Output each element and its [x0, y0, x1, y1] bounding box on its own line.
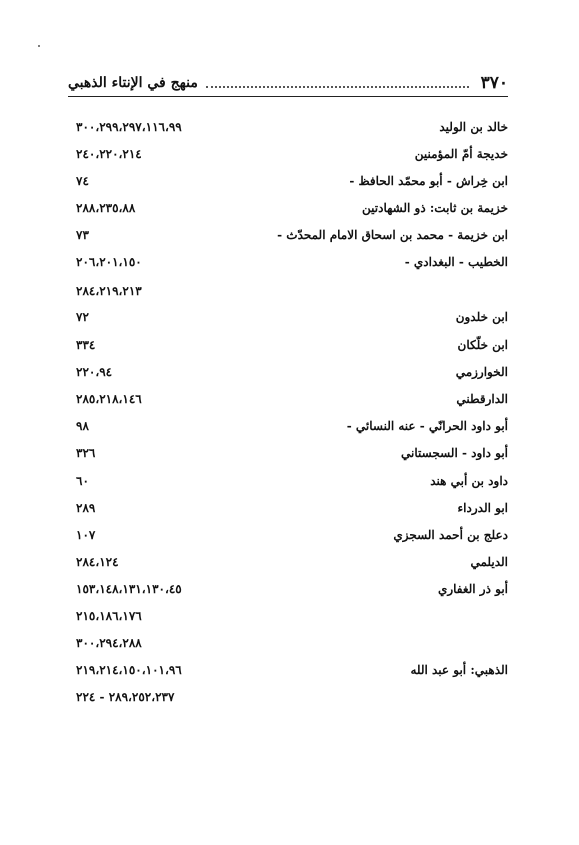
entry-name: خزيمة بن ثابت: ذو الشهادتين — [362, 201, 508, 215]
entry-pages: ٢٨٤،٢١٩،٢١٣ — [76, 284, 142, 298]
index-entry — [68, 116, 508, 138]
entry-pages: ٣٢٦ — [76, 446, 96, 460]
index-entry — [68, 578, 508, 600]
entry-name: ابو الدرداء — [457, 501, 508, 515]
index-entry — [68, 470, 508, 492]
entry-pages: ١٥٣،١٤٨،١٣١،١٣٠،٤٥ — [76, 582, 182, 596]
index-entry — [68, 632, 508, 654]
index-entry — [68, 224, 508, 246]
entry-name: أبو داود الحرانّي - عنه النسائي - — [346, 419, 508, 433]
entry-pages: ١٠٧ — [76, 528, 96, 542]
index-entry — [68, 524, 508, 546]
running-title: منهج في الإنتاء الذهبي — [68, 75, 198, 91]
entry-name: ابن خلدون — [455, 310, 508, 324]
entry-name: أبو داود - السجستاني — [401, 446, 508, 460]
index-entry — [68, 361, 508, 383]
entry-pages: ٣٠٠،٢٩٤،٢٨٨ — [76, 636, 142, 650]
index-entry — [68, 251, 508, 273]
index-entry — [68, 197, 508, 219]
entry-name: الديلمي — [470, 555, 508, 569]
index-entry — [68, 306, 508, 328]
entry-pages: ٢١٥،١٨٦،١٧٦ — [76, 609, 142, 623]
entry-name: ابن خِراش - أبو محمّد الحافظ - — [349, 174, 508, 188]
entry-name: خديجة أمّ المؤمنين — [414, 147, 508, 161]
entry-name: أبو ذر الغفاري — [437, 582, 508, 596]
index-entry — [68, 280, 508, 302]
page-header — [68, 70, 508, 97]
entry-pages: ٣٣٤ — [76, 338, 96, 352]
entry-pages: ٢١٩،٢١٤،١٥٠،١٠١،٩٦ — [76, 663, 182, 677]
index-entry — [68, 686, 508, 708]
index-entry — [68, 388, 508, 410]
index-entry — [68, 415, 508, 437]
index-entry — [68, 497, 508, 519]
entry-name: ابن خلّكان — [457, 338, 508, 352]
entry-name: ابن خزيمة - محمد بن اسحاق الامام المحدّث - — [277, 228, 508, 242]
entry-pages: ٢٨٤،١٢٤ — [76, 555, 119, 569]
entry-pages: ٢٢٠،٩٤ — [76, 365, 113, 379]
entry-pages: ٢٨٩،٢٥٢،٢٣٧ - ٢٢٤ — [76, 690, 175, 704]
entry-name: داود بن أبي هند — [430, 474, 508, 488]
entry-name: الذهبي: أبو عبد الله — [410, 663, 508, 677]
entry-pages: ٢٨٩ — [76, 501, 96, 515]
entry-pages: ٢٠٦،٢٠١،١٥٠ — [76, 255, 142, 269]
entry-pages: ٦٠ — [76, 474, 89, 488]
entry-pages: ٧٣ — [76, 228, 89, 242]
entry-name: دعلج بن أحمد السجزي — [393, 528, 508, 542]
entry-pages: ٣٠٠،٢٩٩،٢٩٧،١١٦،٩٩ — [76, 120, 182, 134]
entry-pages: ٢٨٥،٢١٨،١٤٦ — [76, 392, 142, 406]
index-entry — [68, 605, 508, 627]
entry-pages: ٧٤ — [76, 174, 89, 188]
page-number: ٣٧٠ — [480, 73, 508, 93]
page-speck — [38, 45, 40, 47]
entry-name: الدارقطني — [456, 392, 508, 406]
entry-name: الخطيب - البغدادي - — [404, 255, 508, 269]
entry-pages: ٢٤٠،٢٢٠،٢١٤ — [76, 147, 142, 161]
index-entry — [68, 334, 508, 356]
entry-name: الخوارزمي — [455, 365, 508, 379]
index-entry — [68, 170, 508, 192]
index-entry — [68, 551, 508, 573]
entry-pages: ٩٨ — [76, 419, 89, 433]
entry-pages: ٢٨٨،٢٣٥،٨٨ — [76, 201, 136, 215]
header-dot-leader — [206, 86, 469, 88]
entry-name: خالد بن الوليد — [439, 120, 508, 134]
index-entry — [68, 442, 508, 464]
index-entry — [68, 659, 508, 681]
index-entry — [68, 143, 508, 165]
entry-pages: ٧٢ — [76, 310, 89, 324]
